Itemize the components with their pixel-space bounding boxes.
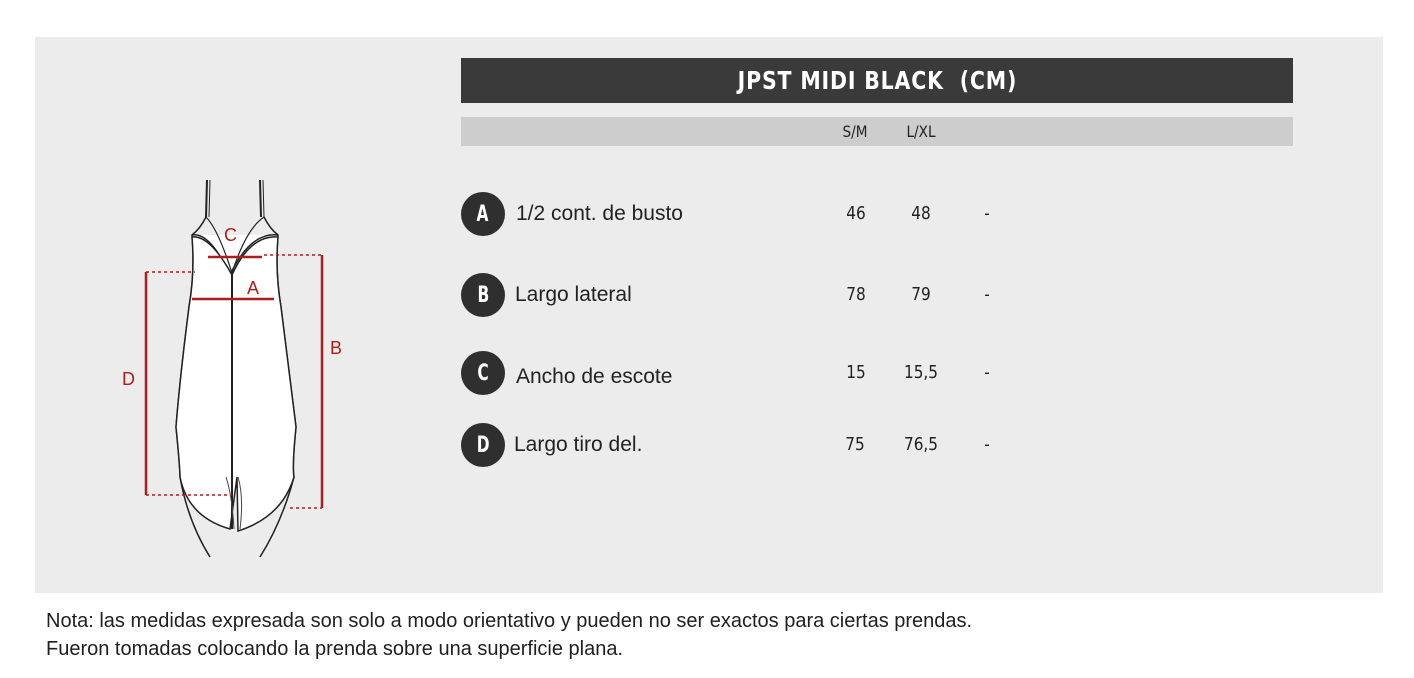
note-line-2: Fueron tomadas colocando la prenda sobre una superficie plana. [46,638,624,660]
disclaimer-note [46,607,972,663]
value-extra: - [984,434,990,455]
row-label: Largo tiro del. [514,433,643,456]
value-lxl: 48 [911,203,931,224]
value-sm: 75 [845,434,865,455]
value-lxl: 79 [911,284,931,305]
value-extra: - [984,362,990,383]
badge-c: C [461,351,505,395]
size-header-lxl: L/XL [906,122,936,141]
size-chart-panel [35,37,1383,593]
row-label: 1/2 cont. de busto [516,202,683,225]
measure-row-c [461,351,1261,397]
chart-title-bar [461,58,1293,103]
value-lxl: 76,5 [903,434,939,455]
value-extra: - [984,203,990,224]
size-header-sm: S/M [842,122,868,141]
measure-row-d [461,423,1261,469]
note-line-1: Nota: las medidas expresada son solo a modo orientativo y pueden no ser exactos para ciertas prendas. [46,610,973,632]
value-sm: 46 [846,203,866,224]
size-header-bar [461,117,1293,146]
diagram-label-b: B [330,338,343,358]
chart-title: JPST MIDI BLACK (CM) [737,66,1017,95]
badge-a: A [461,192,505,236]
value-sm: 78 [846,284,866,305]
diagram-label-c: C [224,225,237,245]
diagram-label-a: A [247,278,260,298]
measure-row-a [461,192,1261,238]
measure-row-b [461,273,1261,319]
row-label: Largo lateral [515,283,632,306]
row-label: Ancho de escote [516,365,673,388]
badge-b: B [461,273,505,317]
badge-d: D [461,423,505,467]
diagram-label-d: D [122,369,135,389]
value-sm: 15 [846,362,866,383]
jumpsuit-diagram [122,177,370,547]
value-lxl: 15,5 [903,362,939,383]
value-extra: - [984,284,990,305]
